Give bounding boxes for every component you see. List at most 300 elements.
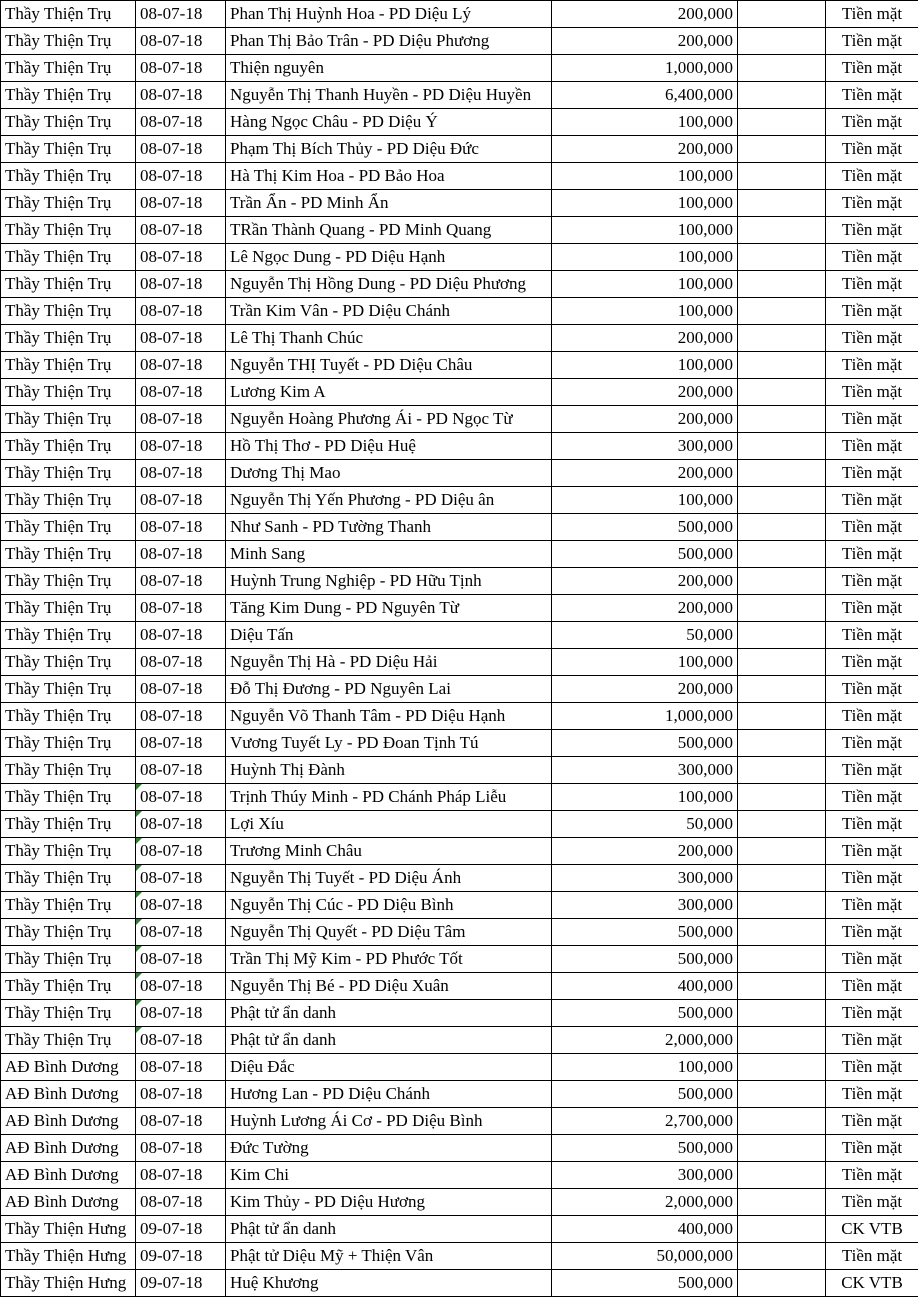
date-cell[interactable]: 08-07-18 [136, 1000, 226, 1027]
recipient-cell[interactable]: Thầy Thiện Trụ [1, 271, 136, 298]
payment-method-cell[interactable]: Tiền mặt [826, 1135, 918, 1162]
payment-method-cell[interactable]: Tiền mặt [826, 244, 918, 271]
recipient-cell[interactable]: Thầy Thiện Trụ [1, 1027, 136, 1054]
empty-cell[interactable] [738, 1054, 826, 1081]
table-row [1, 82, 918, 109]
table-row [1, 1054, 918, 1081]
empty-cell[interactable] [738, 82, 826, 109]
recipient-cell[interactable]: Thầy Thiện Hưng [1, 1216, 136, 1243]
table-row [1, 1216, 918, 1243]
amount-cell[interactable]: 200,000 [552, 325, 738, 352]
amount-cell[interactable]: 50,000,000 [552, 1243, 738, 1270]
recipient-cell[interactable]: Thầy Thiện Trụ [1, 460, 136, 487]
date-cell[interactable]: 08-07-18 [136, 190, 226, 217]
date-cell[interactable]: 08-07-18 [136, 163, 226, 190]
date-cell[interactable]: 08-07-18 [136, 1027, 226, 1054]
recipient-cell[interactable]: Thầy Thiện Trụ [1, 82, 136, 109]
recipient-cell[interactable]: Thầy Thiện Trụ [1, 190, 136, 217]
date-cell[interactable]: 08-07-18 [136, 865, 226, 892]
payment-method-cell[interactable]: Tiền mặt [826, 757, 918, 784]
payment-method-cell[interactable]: Tiền mặt [826, 973, 918, 1000]
empty-cell[interactable] [738, 1081, 826, 1108]
amount-cell[interactable]: 100,000 [552, 352, 738, 379]
recipient-cell[interactable]: Thầy Thiện Trụ [1, 676, 136, 703]
empty-cell[interactable] [738, 352, 826, 379]
recipient-cell[interactable]: Thầy Thiện Trụ [1, 622, 136, 649]
date-cell[interactable]: 08-07-18 [136, 838, 226, 865]
payment-method-cell[interactable]: Tiền mặt [826, 1027, 918, 1054]
empty-cell[interactable] [738, 460, 826, 487]
payment-method-cell[interactable]: Tiền mặt [826, 433, 918, 460]
payment-method-cell[interactable]: Tiền mặt [826, 703, 918, 730]
donor-cell[interactable]: Hương Lan - PD Diệu Chánh [226, 1081, 552, 1108]
date-cell[interactable]: 08-07-18 [136, 406, 226, 433]
payment-method-cell[interactable]: Tiền mặt [826, 379, 918, 406]
recipient-cell[interactable]: Thầy Thiện Trụ [1, 433, 136, 460]
donor-cell[interactable]: Hà Thị Kim Hoa - PD Bảo Hoa [226, 163, 552, 190]
amount-cell[interactable]: 1,000,000 [552, 55, 738, 82]
amount-cell[interactable]: 500,000 [552, 946, 738, 973]
empty-cell[interactable] [738, 379, 826, 406]
amount-cell[interactable]: 300,000 [552, 757, 738, 784]
empty-cell[interactable] [738, 28, 826, 55]
payment-method-cell[interactable]: Tiền mặt [826, 541, 918, 568]
amount-cell[interactable]: 500,000 [552, 730, 738, 757]
amount-cell[interactable]: 2,000,000 [552, 1027, 738, 1054]
donor-cell[interactable]: Minh Sang [226, 541, 552, 568]
table-row [1, 1162, 918, 1189]
empty-cell[interactable] [738, 1135, 826, 1162]
amount-cell[interactable]: 100,000 [552, 244, 738, 271]
table-row [1, 1270, 918, 1297]
empty-cell[interactable] [738, 568, 826, 595]
payment-method-cell[interactable]: Tiền mặt [826, 865, 918, 892]
date-cell[interactable]: 08-07-18 [136, 811, 226, 838]
recipient-cell[interactable]: Thầy Thiện Trụ [1, 919, 136, 946]
date-cell[interactable]: 08-07-18 [136, 892, 226, 919]
payment-method-cell[interactable]: Tiền mặt [826, 676, 918, 703]
empty-cell[interactable] [738, 973, 826, 1000]
amount-cell[interactable]: 200,000 [552, 136, 738, 163]
recipient-cell[interactable]: Thầy Thiện Trụ [1, 1, 136, 28]
payment-method-cell[interactable]: Tiền mặt [826, 1162, 918, 1189]
empty-cell[interactable] [738, 946, 826, 973]
payment-method-cell[interactable]: Tiền mặt [826, 1243, 918, 1270]
payment-method-cell[interactable]: Tiền mặt [826, 784, 918, 811]
payment-method-cell[interactable]: Tiền mặt [826, 163, 918, 190]
empty-cell[interactable] [738, 919, 826, 946]
payment-method-cell[interactable]: Tiền mặt [826, 1000, 918, 1027]
donor-cell[interactable]: Lê Thị Thanh Chúc [226, 325, 552, 352]
amount-cell[interactable]: 200,000 [552, 1, 738, 28]
amount-cell[interactable]: 100,000 [552, 217, 738, 244]
payment-method-cell[interactable]: Tiền mặt [826, 838, 918, 865]
recipient-cell[interactable]: Thầy Thiện Trụ [1, 568, 136, 595]
payment-method-cell[interactable]: Tiền mặt [826, 28, 918, 55]
amount-cell[interactable]: 200,000 [552, 406, 738, 433]
payment-method-cell[interactable]: CK VTB [826, 1270, 918, 1297]
payment-method-cell[interactable]: Tiền mặt [826, 352, 918, 379]
date-cell[interactable]: 08-07-18 [136, 1108, 226, 1135]
recipient-cell[interactable]: Thầy Thiện Trụ [1, 352, 136, 379]
payment-method-cell[interactable]: Tiền mặt [826, 1, 918, 28]
donor-cell[interactable]: Vương Tuyết Ly - PD Đoan Tịnh Tú [226, 730, 552, 757]
donor-cell[interactable]: Phật tử Diệu Mỹ + Thiện Vân [226, 1243, 552, 1270]
amount-cell[interactable]: 200,000 [552, 28, 738, 55]
empty-cell[interactable] [738, 55, 826, 82]
donor-cell[interactable]: Trần Thị Mỹ Kim - PD Phước Tốt [226, 946, 552, 973]
donor-cell[interactable]: Phật tử ẩn danh [226, 1000, 552, 1027]
amount-cell[interactable]: 100,000 [552, 487, 738, 514]
empty-cell[interactable] [738, 730, 826, 757]
empty-cell[interactable] [738, 811, 826, 838]
empty-cell[interactable] [738, 541, 826, 568]
recipient-cell[interactable]: Thầy Thiện Trụ [1, 730, 136, 757]
recipient-cell[interactable]: Thầy Thiện Trụ [1, 55, 136, 82]
donor-cell[interactable]: Nguyễn Thị Cúc - PD Diệu Bình [226, 892, 552, 919]
empty-cell[interactable] [738, 190, 826, 217]
amount-cell[interactable]: 100,000 [552, 1054, 738, 1081]
donor-cell[interactable]: Hồ Thị Thơ - PD Diệu Huệ [226, 433, 552, 460]
recipient-cell[interactable]: Thầy Thiện Trụ [1, 136, 136, 163]
recipient-cell[interactable]: Thầy Thiện Trụ [1, 244, 136, 271]
empty-cell[interactable] [738, 1270, 826, 1297]
empty-cell[interactable] [738, 1162, 826, 1189]
donor-cell[interactable]: Huỳnh Thị Đành [226, 757, 552, 784]
donor-cell[interactable]: Trương Minh Châu [226, 838, 552, 865]
date-cell[interactable]: 08-07-18 [136, 973, 226, 1000]
payment-method-cell[interactable]: Tiền mặt [826, 55, 918, 82]
recipient-cell[interactable]: Thầy Thiện Hưng [1, 1270, 136, 1297]
recipient-cell[interactable]: Thầy Thiện Trụ [1, 298, 136, 325]
date-cell[interactable]: 08-07-18 [136, 433, 226, 460]
recipient-cell[interactable]: Thầy Thiện Trụ [1, 406, 136, 433]
amount-cell[interactable]: 200,000 [552, 379, 738, 406]
payment-method-cell[interactable]: Tiền mặt [826, 730, 918, 757]
payment-method-cell[interactable]: Tiền mặt [826, 460, 918, 487]
donor-cell[interactable]: Thiện nguyên [226, 55, 552, 82]
payment-method-cell[interactable]: Tiền mặt [826, 1054, 918, 1081]
payment-method-cell[interactable]: Tiền mặt [826, 514, 918, 541]
recipient-cell[interactable]: Thầy Thiện Trụ [1, 946, 136, 973]
donor-cell[interactable]: Lương Kim A [226, 379, 552, 406]
empty-cell[interactable] [738, 1216, 826, 1243]
recipient-cell[interactable]: AĐ Bình Dương [1, 1081, 136, 1108]
date-cell[interactable]: 08-07-18 [136, 82, 226, 109]
table-row [1, 973, 918, 1000]
donor-cell[interactable]: Nguyễn Thị Hồng Dung - PD Diệu Phương [226, 271, 552, 298]
empty-cell[interactable] [738, 622, 826, 649]
payment-method-cell[interactable]: Tiền mặt [826, 622, 918, 649]
donor-cell[interactable]: Đỗ Thị Đương - PD Nguyên Lai [226, 676, 552, 703]
recipient-cell[interactable]: AĐ Bình Dương [1, 1108, 136, 1135]
donor-cell[interactable]: Trần Kim Vân - PD Diệu Chánh [226, 298, 552, 325]
empty-cell[interactable] [738, 325, 826, 352]
donor-cell[interactable]: Lê Ngọc Dung - PD Diệu Hạnh [226, 244, 552, 271]
recipient-cell[interactable]: Thầy Thiện Trụ [1, 703, 136, 730]
recipient-cell[interactable]: Thầy Thiện Trụ [1, 541, 136, 568]
date-cell[interactable]: 08-07-18 [136, 487, 226, 514]
donor-cell[interactable]: Lợi Xíu [226, 811, 552, 838]
date-cell[interactable]: 08-07-18 [136, 460, 226, 487]
empty-cell[interactable] [738, 595, 826, 622]
payment-method-cell[interactable]: Tiền mặt [826, 919, 918, 946]
empty-cell[interactable] [738, 784, 826, 811]
empty-cell[interactable] [738, 298, 826, 325]
date-cell[interactable]: 08-07-18 [136, 1162, 226, 1189]
date-cell[interactable]: 08-07-18 [136, 1081, 226, 1108]
donor-cell[interactable]: Trần Ẩn - PD Minh Ẩn [226, 190, 552, 217]
date-cell[interactable]: 08-07-18 [136, 784, 226, 811]
date-cell[interactable]: 08-07-18 [136, 730, 226, 757]
donor-cell[interactable]: Phan Thị Bảo Trân - PD Diệu Phương [226, 28, 552, 55]
date-cell[interactable]: 08-07-18 [136, 703, 226, 730]
payment-method-cell[interactable]: Tiền mặt [826, 1081, 918, 1108]
table-row [1, 1027, 918, 1054]
donor-cell[interactable]: Nguyễn Thị Tuyết - PD Diệu Ánh [226, 865, 552, 892]
recipient-cell[interactable]: Thầy Thiện Trụ [1, 28, 136, 55]
recipient-cell[interactable]: Thầy Thiện Trụ [1, 514, 136, 541]
recipient-cell[interactable]: Thầy Thiện Trụ [1, 595, 136, 622]
amount-cell[interactable]: 2,700,000 [552, 1108, 738, 1135]
table-row [1, 28, 918, 55]
empty-cell[interactable] [738, 676, 826, 703]
empty-cell[interactable] [738, 1189, 826, 1216]
amount-cell[interactable]: 2,000,000 [552, 1189, 738, 1216]
donor-cell[interactable]: Nguyễn Thị Thanh Huyền - PD Diệu Huyền [226, 82, 552, 109]
payment-method-cell[interactable]: Tiền mặt [826, 649, 918, 676]
payment-method-cell[interactable]: Tiền mặt [826, 325, 918, 352]
amount-cell[interactable]: 500,000 [552, 1081, 738, 1108]
amount-cell[interactable]: 200,000 [552, 676, 738, 703]
payment-method-cell[interactable]: Tiền mặt [826, 1108, 918, 1135]
donor-cell[interactable]: Huệ Khương [226, 1270, 552, 1297]
donor-cell[interactable]: Hàng Ngọc Châu - PD Diệu Ý [226, 109, 552, 136]
amount-cell[interactable]: 50,000 [552, 622, 738, 649]
empty-cell[interactable] [738, 514, 826, 541]
date-cell[interactable]: 08-07-18 [136, 352, 226, 379]
date-cell[interactable]: 08-07-18 [136, 919, 226, 946]
recipient-cell[interactable]: Thầy Thiện Trụ [1, 892, 136, 919]
donor-cell[interactable]: Phạm Thị Bích Thủy - PD Diệu Đức [226, 136, 552, 163]
donor-cell[interactable]: Phật tử ẩn danh [226, 1216, 552, 1243]
date-cell[interactable]: 08-07-18 [136, 244, 226, 271]
date-cell[interactable]: 08-07-18 [136, 946, 226, 973]
donor-cell[interactable]: Dương Thị Mao [226, 460, 552, 487]
amount-cell[interactable]: 100,000 [552, 109, 738, 136]
amount-cell[interactable]: 300,000 [552, 892, 738, 919]
amount-cell[interactable]: 500,000 [552, 1270, 738, 1297]
recipient-cell[interactable]: AĐ Bình Dương [1, 1189, 136, 1216]
recipient-cell[interactable]: AĐ Bình Dương [1, 1054, 136, 1081]
donor-cell[interactable]: Nguyễn Võ Thanh Tâm - PD Diệu Hạnh [226, 703, 552, 730]
empty-cell[interactable] [738, 838, 826, 865]
payment-method-cell[interactable]: Tiền mặt [826, 595, 918, 622]
empty-cell[interactable] [738, 649, 826, 676]
date-cell[interactable]: 08-07-18 [136, 379, 226, 406]
payment-method-cell[interactable]: Tiền mặt [826, 568, 918, 595]
empty-cell[interactable] [738, 163, 826, 190]
donor-cell[interactable]: Nguyễn THỊ Tuyết - PD Diệu Châu [226, 352, 552, 379]
empty-cell[interactable] [738, 865, 826, 892]
table-row [1, 676, 918, 703]
amount-cell[interactable]: 400,000 [552, 1216, 738, 1243]
payment-method-cell[interactable]: Tiền mặt [826, 406, 918, 433]
payment-method-cell[interactable]: Tiền mặt [826, 271, 918, 298]
payment-method-cell[interactable]: Tiền mặt [826, 811, 918, 838]
recipient-cell[interactable]: Thầy Thiện Trụ [1, 109, 136, 136]
recipient-cell[interactable]: Thầy Thiện Trụ [1, 649, 136, 676]
empty-cell[interactable] [738, 1243, 826, 1270]
date-cell[interactable]: 08-07-18 [136, 217, 226, 244]
date-cell[interactable]: 08-07-18 [136, 568, 226, 595]
recipient-cell[interactable]: Thầy Thiện Trụ [1, 757, 136, 784]
date-cell[interactable]: 08-07-18 [136, 1, 226, 28]
amount-cell[interactable]: 200,000 [552, 838, 738, 865]
date-cell[interactable]: 09-07-18 [136, 1243, 226, 1270]
date-cell[interactable]: 08-07-18 [136, 136, 226, 163]
recipient-cell[interactable]: AĐ Bình Dương [1, 1162, 136, 1189]
recipient-cell[interactable]: Thầy Thiện Trụ [1, 487, 136, 514]
amount-cell[interactable]: 200,000 [552, 460, 738, 487]
date-cell[interactable]: 08-07-18 [136, 595, 226, 622]
date-cell[interactable]: 08-07-18 [136, 271, 226, 298]
payment-method-cell[interactable]: Tiền mặt [826, 892, 918, 919]
donor-cell[interactable]: Nguyễn Thị Bé - PD Diệu Xuân [226, 973, 552, 1000]
donor-cell[interactable]: Huỳnh Lương Ái Cơ - PD Diệu Bình [226, 1108, 552, 1135]
payment-method-cell[interactable]: Tiền mặt [826, 136, 918, 163]
date-cell[interactable]: 08-07-18 [136, 676, 226, 703]
amount-cell[interactable]: 300,000 [552, 1162, 738, 1189]
recipient-cell[interactable]: Thầy Thiện Trụ [1, 784, 136, 811]
donor-cell[interactable]: Phan Thị Huỳnh Hoa - PD Diệu Lý [226, 1, 552, 28]
empty-cell[interactable] [738, 217, 826, 244]
amount-cell[interactable]: 500,000 [552, 919, 738, 946]
date-cell[interactable]: 08-07-18 [136, 757, 226, 784]
date-cell[interactable]: 08-07-18 [136, 514, 226, 541]
payment-method-cell[interactable]: Tiền mặt [826, 190, 918, 217]
payment-method-cell[interactable]: Tiền mặt [826, 1189, 918, 1216]
recipient-cell[interactable]: Thầy Thiện Trụ [1, 811, 136, 838]
donor-cell[interactable]: Diệu Tấn [226, 622, 552, 649]
empty-cell[interactable] [738, 487, 826, 514]
empty-cell[interactable] [738, 271, 826, 298]
empty-cell[interactable] [738, 136, 826, 163]
payment-method-cell[interactable]: Tiền mặt [826, 487, 918, 514]
amount-cell[interactable]: 500,000 [552, 1000, 738, 1027]
payment-method-cell[interactable]: Tiền mặt [826, 82, 918, 109]
amount-cell[interactable]: 100,000 [552, 649, 738, 676]
donor-cell[interactable]: Tăng Kim Dung - PD Nguyên Từ [226, 595, 552, 622]
donor-cell[interactable]: Diệu Đắc [226, 1054, 552, 1081]
amount-cell[interactable]: 300,000 [552, 433, 738, 460]
donor-cell[interactable]: Huỳnh Trung Nghiệp - PD Hữu Tịnh [226, 568, 552, 595]
donor-cell[interactable]: Như Sanh - PD Tường Thanh [226, 514, 552, 541]
amount-cell[interactable]: 500,000 [552, 1135, 738, 1162]
donor-cell[interactable]: TRần Thành Quang - PD Minh Quang [226, 217, 552, 244]
donor-cell[interactable]: Kim Chi [226, 1162, 552, 1189]
amount-cell[interactable]: 100,000 [552, 163, 738, 190]
date-cell[interactable]: 08-07-18 [136, 28, 226, 55]
recipient-cell[interactable]: Thầy Thiện Trụ [1, 379, 136, 406]
recipient-cell[interactable]: Thầy Thiện Trụ [1, 838, 136, 865]
amount-cell[interactable]: 50,000 [552, 811, 738, 838]
recipient-cell[interactable]: Thầy Thiện Trụ [1, 163, 136, 190]
table-row [1, 406, 918, 433]
date-cell[interactable]: 08-07-18 [136, 1054, 226, 1081]
amount-cell[interactable]: 100,000 [552, 784, 738, 811]
empty-cell[interactable] [738, 1000, 826, 1027]
payment-method-cell[interactable]: Tiền mặt [826, 298, 918, 325]
date-cell[interactable]: 08-07-18 [136, 298, 226, 325]
donor-cell[interactable]: Nguyễn Hoàng Phương Ái - PD Ngọc Từ [226, 406, 552, 433]
donor-cell[interactable]: Nguyễn Thị Hà - PD Diệu Hải [226, 649, 552, 676]
payment-method-cell[interactable]: Tiền mặt [826, 946, 918, 973]
recipient-cell[interactable]: Thầy Thiện Trụ [1, 973, 136, 1000]
recipient-cell[interactable]: AĐ Bình Dương [1, 1135, 136, 1162]
donor-cell[interactable]: Nguyễn Thị Yến Phương - PD Diệu ân [226, 487, 552, 514]
amount-cell[interactable]: 100,000 [552, 271, 738, 298]
payment-method-cell[interactable]: Tiền mặt [826, 217, 918, 244]
recipient-cell[interactable]: Thầy Thiện Trụ [1, 217, 136, 244]
donor-cell[interactable]: Trịnh Thúy Minh - PD Chánh Pháp Liễu [226, 784, 552, 811]
amount-cell[interactable]: 100,000 [552, 190, 738, 217]
donor-cell[interactable]: Kim Thủy - PD Diệu Hương [226, 1189, 552, 1216]
payment-method-cell[interactable]: Tiền mặt [826, 109, 918, 136]
empty-cell[interactable] [738, 703, 826, 730]
empty-cell[interactable] [738, 1108, 826, 1135]
table-row [1, 568, 918, 595]
amount-cell[interactable]: 6,400,000 [552, 82, 738, 109]
amount-cell[interactable]: 300,000 [552, 865, 738, 892]
empty-cell[interactable] [738, 109, 826, 136]
donor-cell[interactable]: Nguyễn Thị Quyết - PD Diệu Tâm [226, 919, 552, 946]
recipient-cell[interactable]: Thầy Thiện Trụ [1, 865, 136, 892]
date-cell[interactable]: 08-07-18 [136, 1135, 226, 1162]
empty-cell[interactable] [738, 1027, 826, 1054]
recipient-cell[interactable]: Thầy Thiện Trụ [1, 325, 136, 352]
empty-cell[interactable] [738, 892, 826, 919]
amount-cell[interactable]: 400,000 [552, 973, 738, 1000]
recipient-cell[interactable]: Thầy Thiện Hưng [1, 1243, 136, 1270]
date-cell[interactable]: 08-07-18 [136, 325, 226, 352]
date-cell[interactable]: 08-07-18 [136, 622, 226, 649]
table-row [1, 838, 918, 865]
empty-cell[interactable] [738, 1, 826, 28]
recipient-cell[interactable]: Thầy Thiện Trụ [1, 1000, 136, 1027]
date-cell[interactable]: 08-07-18 [136, 55, 226, 82]
amount-cell[interactable]: 500,000 [552, 541, 738, 568]
amount-cell[interactable]: 500,000 [552, 514, 738, 541]
date-cell[interactable]: 09-07-18 [136, 1216, 226, 1243]
date-cell[interactable]: 09-07-18 [136, 1270, 226, 1297]
amount-cell[interactable]: 200,000 [552, 595, 738, 622]
date-cell[interactable]: 08-07-18 [136, 541, 226, 568]
empty-cell[interactable] [738, 433, 826, 460]
amount-cell[interactable]: 1,000,000 [552, 703, 738, 730]
empty-cell[interactable] [738, 406, 826, 433]
empty-cell[interactable] [738, 757, 826, 784]
date-cell[interactable]: 08-07-18 [136, 109, 226, 136]
amount-cell[interactable]: 100,000 [552, 298, 738, 325]
amount-cell[interactable]: 200,000 [552, 568, 738, 595]
payment-method-cell[interactable]: CK VTB [826, 1216, 918, 1243]
donor-cell[interactable]: Đức Tường [226, 1135, 552, 1162]
empty-cell[interactable] [738, 244, 826, 271]
donor-cell[interactable]: Phật tử ẩn danh [226, 1027, 552, 1054]
date-cell[interactable]: 08-07-18 [136, 649, 226, 676]
date-cell[interactable]: 08-07-18 [136, 1189, 226, 1216]
